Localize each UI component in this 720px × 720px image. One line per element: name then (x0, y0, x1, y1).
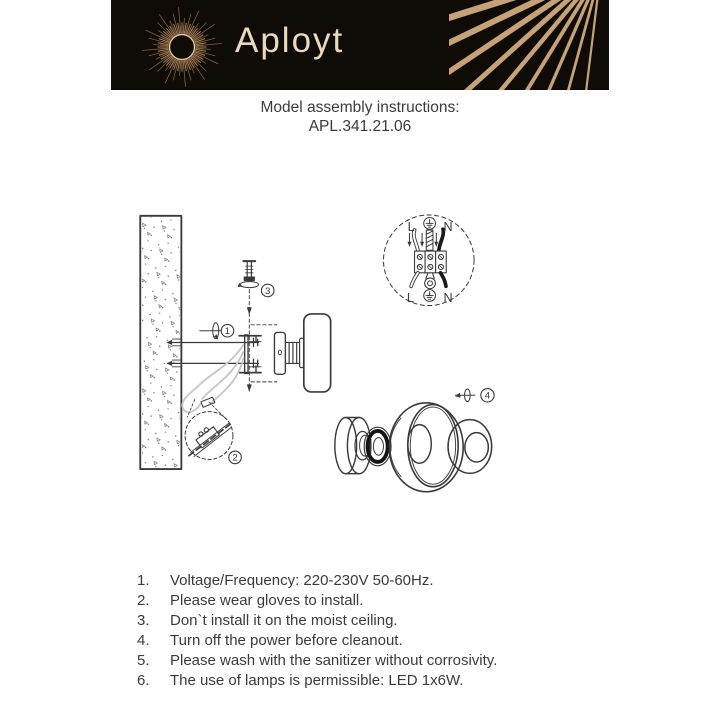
lamp-shade-side-view (304, 314, 331, 392)
callout-3-number: 3 (265, 285, 271, 297)
item-number: 2. (137, 592, 150, 609)
item-text: Don`t install it on the moist ceiling. (170, 612, 398, 629)
brand-name: Aployt (235, 21, 345, 60)
front-ring (448, 420, 492, 474)
back-cap (335, 418, 371, 474)
rotation-arrow-icon-4 (455, 389, 475, 402)
instructions-list (137, 571, 637, 691)
page-title: Model assembly instructions: (260, 99, 460, 116)
label-neutral-bottom: N (443, 291, 453, 306)
assembly-centerline (247, 290, 277, 392)
item-number: 1. (137, 572, 150, 589)
exploded-lamp-head (335, 403, 492, 492)
instruction-item (137, 591, 637, 611)
callouts (221, 284, 494, 463)
label-neutral-top: N (443, 219, 453, 234)
item-number: 6. (137, 672, 150, 689)
item-number: 4. (137, 632, 150, 649)
title-block (0, 98, 720, 136)
item-text: Voltage/Frequency: 220-230V 50-60Hz. (170, 572, 434, 589)
item-text: Please wear gloves to install. (170, 592, 364, 609)
decorative-rays (449, 0, 609, 90)
assembly-diagram (100, 150, 620, 550)
model-number: APL.341.21.06 (308, 118, 412, 135)
callout-1-number: 1 (224, 326, 231, 338)
callout-4-number: 4 (484, 390, 491, 402)
instruction-item (137, 571, 637, 591)
swivel-barrel (285, 338, 303, 367)
item-text: The use of lamps is permissible: LED 1x6W. (170, 672, 464, 689)
wiring-detail-circle (383, 215, 474, 306)
rotation-arrow-icon-screw (238, 282, 259, 288)
brand-header (111, 0, 609, 90)
neutral-wire-bottom (441, 273, 446, 286)
label-live-top: L (407, 219, 415, 234)
earth-wire-top (426, 230, 433, 250)
instruction-item (137, 611, 637, 631)
label-live-bottom: L (406, 291, 414, 306)
rotation-arrow-icon-1 (200, 323, 221, 340)
wire-bundle (182, 345, 243, 412)
ring-terminal (425, 273, 436, 289)
starburst-logo-icon (137, 1, 227, 90)
canopy-plate (274, 332, 285, 374)
item-text: Please wash with the sanitizer without corrosivity. (170, 652, 498, 669)
instruction-item (137, 631, 637, 651)
detail-leader (187, 399, 226, 418)
earth-ground-icon-top (424, 217, 436, 229)
terminal-block (415, 251, 447, 273)
wire-terminal-detail (185, 412, 233, 460)
instruction-item (137, 671, 637, 691)
earth-ground-icon-bottom (424, 290, 436, 302)
adjustment-screw (243, 261, 255, 280)
item-text: Turn off the power before cleanout. (170, 632, 403, 649)
item-number: 3. (137, 612, 150, 629)
item-number: 5. (137, 652, 150, 669)
live-wire-bottom (411, 273, 418, 286)
gasket-ring (364, 427, 391, 466)
instruction-item (137, 651, 637, 671)
callout-2-number: 2 (232, 452, 238, 464)
shade-body (389, 403, 463, 492)
